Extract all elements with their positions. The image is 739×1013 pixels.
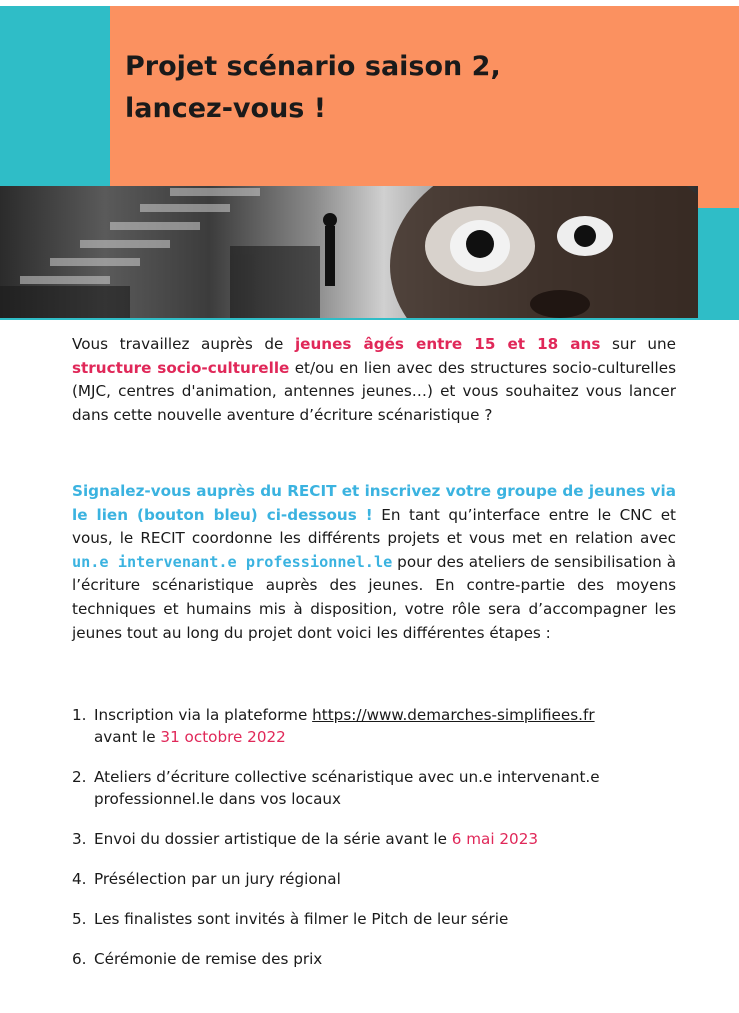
intro-highlight-structure: structure socio-culturelle bbox=[72, 358, 290, 377]
step-text-2: avant le bbox=[94, 728, 161, 746]
intro-highlight-age: jeunes âgés entre 15 et 18 ans bbox=[294, 335, 601, 353]
title-line-2: lancez-vous ! bbox=[125, 93, 327, 124]
photo-staircase-eye-icon bbox=[0, 186, 698, 318]
demarches-link[interactable]: https://www.demarches-simplifiees.fr bbox=[312, 706, 595, 724]
step-date: 31 octobre 2022 bbox=[160, 728, 286, 746]
step-number: 2. bbox=[72, 768, 87, 786]
list-item bbox=[72, 948, 692, 970]
signup-text-1: En tant qu’interface entre le CNC et vous, le RECIT coordonne les différents projets et vous met en relation avec bbox=[72, 505, 676, 548]
step-number: 1. bbox=[72, 706, 87, 724]
step-text: Inscription via la plateforme bbox=[94, 706, 313, 724]
step-number: 4. bbox=[72, 870, 87, 888]
signup-highlight: Signalez-vous auprès du RECIT et inscrivez votre groupe de jeunes via le lien (bouton bleu) ci-dessous ! bbox=[72, 482, 676, 524]
intro-text-1: Vous travaillez auprès de bbox=[72, 335, 295, 353]
step-text: Les finalistes sont invités à filmer le Pitch de leur série bbox=[94, 910, 509, 928]
page-title bbox=[125, 46, 645, 130]
step-date: 6 mai 2023 bbox=[451, 830, 539, 848]
signup-text-2: pour des ateliers de sensibilisation à l’écriture scénaristique auprès des jeunes. En contre-partie des moyens techniques et humains mis à disposition, votre rôle sera d’accompagner les jeunes tout au long du projet dont voici les différentes étapes : bbox=[72, 552, 676, 642]
list-item bbox=[72, 704, 692, 748]
step-text-2: professionnel.le dans vos locaux bbox=[94, 790, 342, 808]
list-item bbox=[72, 766, 692, 810]
step-number: 3. bbox=[72, 830, 87, 848]
intervenant-highlight: un.e intervenant.e professionnel.le bbox=[72, 552, 393, 571]
step-text: Envoi du dossier artistique de la série avant le bbox=[94, 830, 452, 848]
step-text: Cérémonie de remise des prix bbox=[94, 950, 323, 968]
list-item bbox=[72, 868, 692, 890]
steps-list bbox=[72, 704, 692, 988]
intro-text-3: et/ou en lien avec des structures socio-culturelles (MJC, centres d'animation, antennes jeunes…) et vous souhaitez vous lancer dans cette nouvelle aventure d’écriture scénaristique ? bbox=[72, 358, 676, 424]
title-line-1: Projet scénario saison 2, bbox=[125, 51, 501, 82]
step-number: 6. bbox=[72, 950, 87, 968]
step-text: Ateliers d’écriture collective scénaristique avec un.e intervenant.e bbox=[94, 768, 600, 786]
step-number: 5. bbox=[72, 910, 87, 928]
intro-text-2: sur une bbox=[600, 335, 676, 353]
intro-paragraph bbox=[72, 333, 676, 427]
list-item bbox=[72, 828, 692, 850]
signup-paragraph bbox=[72, 480, 676, 645]
step-text: Présélection par un jury régional bbox=[94, 870, 341, 888]
list-item bbox=[72, 908, 692, 930]
